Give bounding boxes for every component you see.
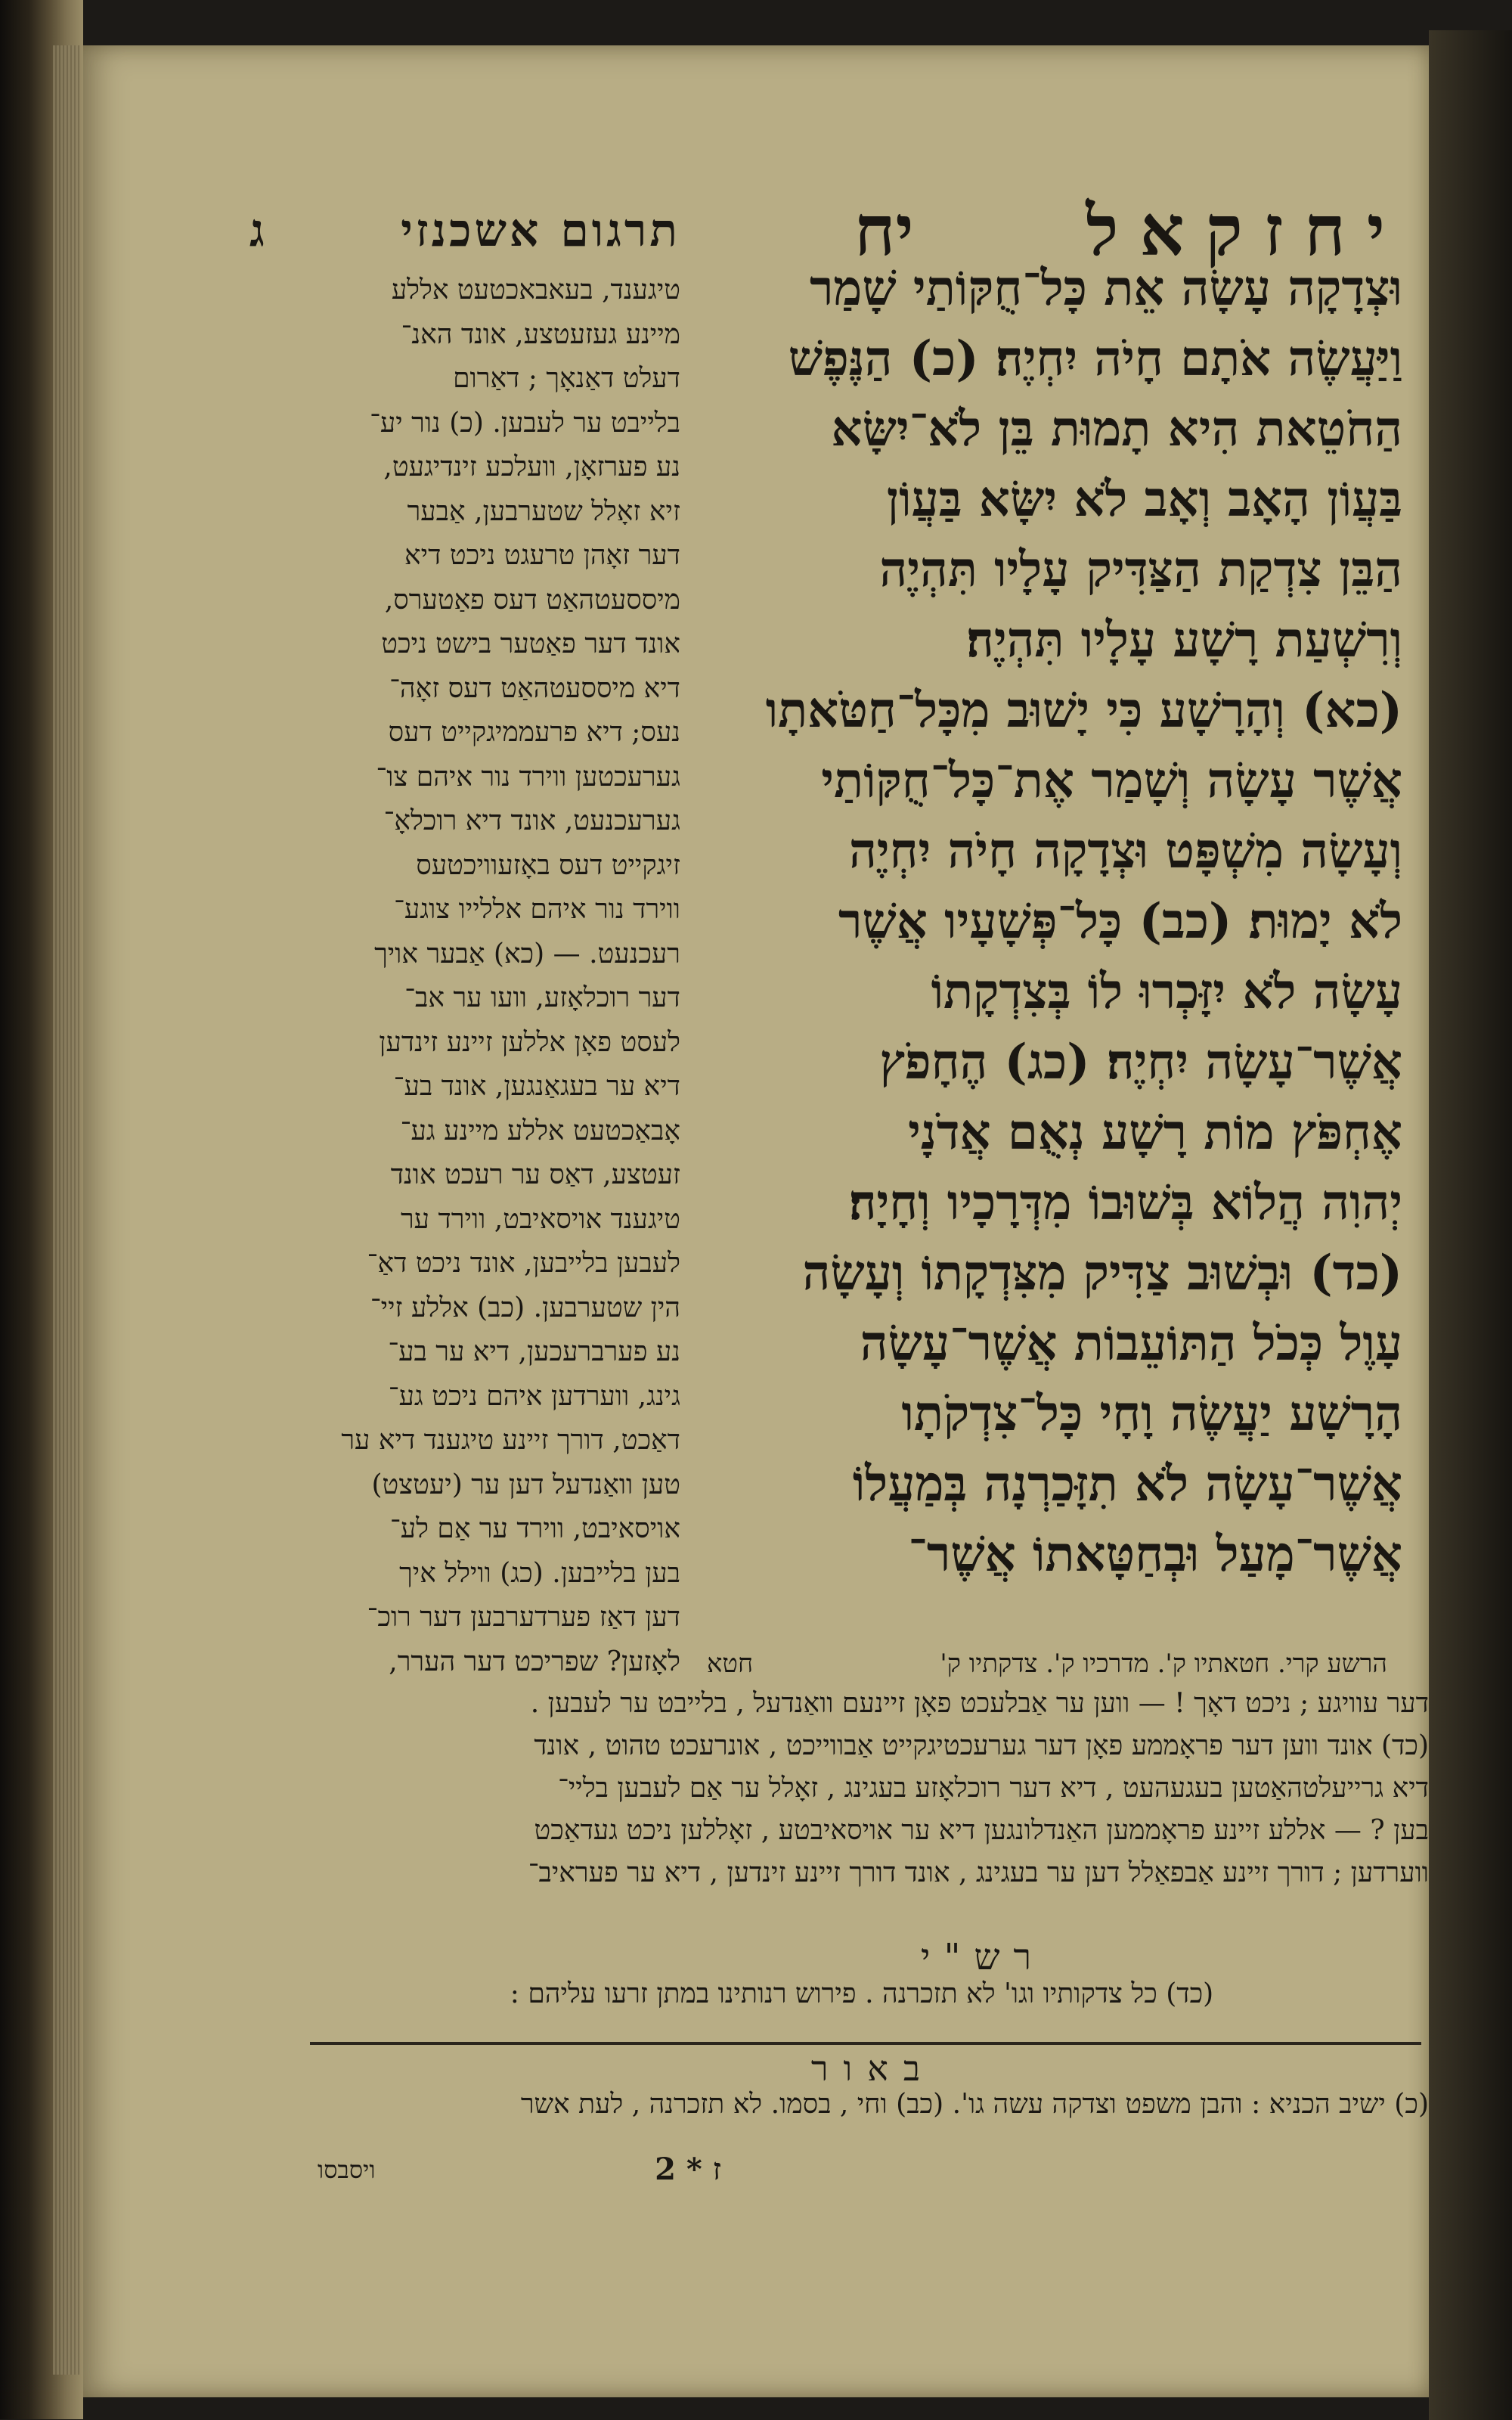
translation-line: דער זאָהן טרעגט ניכט דיא — [404, 540, 680, 571]
translation-line: זיגקייט דעס באָזעוויכטעס — [416, 849, 680, 881]
rashi-commentary: (כד) כל צדקותיו וגו' לא תזכרנה . פירוש רנותינו במתן זרעו עליהם : — [510, 1978, 1214, 2009]
translation-line: דיא ער בעגאַנגען, אונד בע־ — [393, 1071, 680, 1102]
variants-text: הרשע קרי. חטאתיו ק'. מדרכיו ק'. צדקתיו ק' — [940, 1649, 1387, 1679]
verse-line: אֶחְפֹּץ מוֹת רָשָׁע נְאֻם אֲדֹנָי — [908, 1104, 1402, 1161]
running-header-translation — [249, 189, 680, 272]
verse-line: וְרִשְׁעַת רָשָׁע עָלָיו תִּהְיֶה׃ — [966, 612, 1402, 669]
verse-line: אֲשֶׁר־מָעַל וּבְחַטָּאתוֹ אֲשֶׁר־ — [908, 1526, 1402, 1583]
verse-line: אֲשֶׁר־עָשָׂה יִחְיֶה׃ (כג) הֶחָפֹץ — [879, 1034, 1402, 1091]
translation-continued-line: (כד) אונד ווען דער פראָממע פאָן דער גערעכטיגקייט אַבווייכט , אונרעכט טהוט , אונד — [534, 1730, 1429, 1761]
translation-line: גינג, ווערדען איהם ניכט גע־ — [388, 1380, 680, 1412]
translation-line: רעכנעט. — (כא) אַבער אויך — [374, 938, 680, 970]
translation-line: דען דאַז פערדערבען דער רוכ־ — [367, 1602, 680, 1633]
yiddish-translation-column — [257, 268, 680, 1690]
printer-signature: ז * 2 — [655, 2152, 721, 2187]
rashi-title: רש"י — [920, 1936, 1046, 1978]
verse-line: הַחֹטֵאת הִיא תָמוּת בֵּן לֹא־יִשָּׂא — [831, 401, 1402, 458]
translation-continued-line: דיא גרייעלטהאַטען בעגעהעט , דיא דער רוכלאָזע בעגינג , זאָלל ער אַם לעבען בליי־ — [558, 1773, 1429, 1804]
translation-line: זעטצע, דאַס ער רעכט אונד — [390, 1159, 680, 1190]
page-letter: ג — [249, 204, 265, 257]
biur-commentary: (כ) ישיב הכניא : והבן משפט וצדקה עשה גו'. (כב) וחי , בסמו. לא תזכרנה , לעת אשר — [520, 2089, 1429, 2120]
variants-left-note: חטא — [707, 1649, 754, 1679]
translation-line: טיגענד, בעאבאכטעט אללע — [391, 275, 680, 306]
verse-line: (כד) וּבְשׁוּב צַדִּיק מִצִּדְקָתוֹ וְעָשָׂה — [802, 1245, 1402, 1302]
translation-line: טיגענד אויסאיבט, ווירד ער — [400, 1203, 680, 1235]
translation-line: מיינע געזעטצע, אונד האנ־ — [401, 318, 680, 350]
biur-title: באור — [810, 2048, 936, 2089]
masoretic-variants — [707, 1641, 1387, 1686]
translation-line: אונד דער פאַטער בישט ניכט — [381, 628, 680, 659]
translation-line: דאַכט, דורך זיינע טיגענד דיא ער — [341, 1425, 680, 1456]
translation-line: אויסאיבט, ווירד ער אַם לע־ — [389, 1513, 680, 1544]
translation-continued-line: בען ? — אללע זיינע פראָממען האַנדלונגען דיא ער אויסאיבטע , זאָללען ניכט געדאַכט — [534, 1815, 1429, 1846]
book-page-edges — [0, 0, 83, 2419]
translation-line: הין שטערבען. (כב) אללע זיי־ — [370, 1292, 680, 1323]
hebrew-main-text — [707, 253, 1402, 1652]
translation-line: נעס; דיא פרעממיגקייט דעס — [388, 717, 680, 748]
verse-line: יְהוִה הֲלוֹא בְּשׁוּבוֹ מִדְּרָכָיו וְחָיָה׃ — [848, 1174, 1402, 1231]
translation-line: גערעכנעט, אונד דיא רוכלאָ־ — [383, 805, 680, 836]
chapter-number: יח — [854, 190, 914, 271]
verse-line: אֲשֶׁר עָשָׂה וְשָׁמַר אֶת־כָּל־חֻקּוֹתַי — [821, 752, 1402, 809]
verse-line: (כא) וְהָרָשָׁע כִּי יָשׁוּב מִכָּל־חַטֹּאתָו — [765, 682, 1402, 739]
verse-line: וְעָשָׂה מִשְׁפָּט וּצְדָקָה חָיֹה יִחְיֶה — [848, 823, 1402, 880]
translation-line: אָבאַכטעט אללע מיינע גע־ — [400, 1115, 680, 1146]
translation-line: בען בלייבען. (כג) ווילל איך — [399, 1557, 680, 1589]
verse-line: עָוֶל כְּכֹל הַתּוֹעֵבוֹת אֲשֶׁר־עָשָׂה — [860, 1315, 1402, 1372]
verse-line: הָרָשָׁע יַעֲשֶׂה וָחָי כָּל־צִדְקֹתָו — [901, 1385, 1402, 1442]
translation-line: דעלט דאַנאָך ; דאַרום — [453, 363, 680, 394]
verse-line: הַבֵּן צִדְקַת הַצַּדִּיק עָלָיו תִּהְיֶה — [879, 541, 1402, 598]
translation-line: זיא זאָלל שטערבען, אַבער — [407, 495, 680, 527]
verse-line: עָשָׂה לֹא יִזָּכְרוּ לוֹ בְּצִדְקָתוֹ — [931, 963, 1402, 1020]
book-title: יחזקאל — [1086, 190, 1406, 271]
verse-line: וּצְדָקָה עָשָׂה אֵת כָּל־חֻקּוֹתַי שָׁמַר — [809, 260, 1402, 317]
translation-line: גערעכטען ווירד נור איהם צו־ — [376, 761, 680, 793]
section-divider — [310, 2042, 1421, 2045]
catchword: ויסבסו — [318, 2155, 376, 2184]
verse-line: אֲשֶׁר־עָשָׂה לֹא תִזָּכַרְנָה בְּמַעֲלוֹ — [852, 1456, 1402, 1512]
verse-line: לֹא יָמוּת׃ (כב) כָּל־פְּשָׁעָיו אֲשֶׁר — [838, 893, 1402, 950]
verse-line: וַיַּעֲשֶׂה אֹתָם חָיֹה יִחְיֶה׃ (כ) הַנֶּפֶשׁ — [788, 330, 1402, 387]
translation-line: מיססעטהאַט דעס פאַטערס, — [384, 584, 680, 616]
translation-line: נע פערזאָן, וועלכע זינדיגעט, — [383, 451, 680, 482]
translation-line: לעבען בלייבען, אונד ניכט דאַ־ — [367, 1248, 680, 1279]
translation-line: ווירד נור איהם אללייו צוגע־ — [394, 894, 680, 925]
translation-line: דער רוכלאָזע, וועו ער אב־ — [404, 982, 680, 1013]
translation-title: תרגום אשכנזי — [401, 204, 680, 257]
translation-line: נע פערברעכען, דיא ער בע־ — [388, 1336, 680, 1367]
translation-continued-line: דער עוויגע ; ניכט דאָך ! — ווען ער אַבלעכט פאָן זיינעם וואַנדעל , בלייבט ער לעבען . — [530, 1688, 1429, 1719]
book-binding-shadow — [1429, 30, 1512, 2420]
verse-line: בַּעֲוֹן הָאָב וְאָב לֹא יִשָּׂא בַּעֲוֹן — [886, 471, 1402, 528]
translation-line: לעסט פאָן אללען זיינע זינדען — [379, 1026, 680, 1058]
translation-line: טען וואַנדעל דען ער (יעטצט) — [371, 1469, 680, 1500]
translation-line: בלייבט ער לעבען. (כ) נור יע־ — [370, 407, 680, 439]
translation-line: לאָזען? שפריכט דער הערר, — [389, 1646, 680, 1677]
translation-continued-line: ווערדען ; דורך זיינע אַבפאַלל דען ער בעגינג , אונד דורך זיינע זינדען , דיא ער פעראיב־ — [528, 1857, 1429, 1888]
translation-line: דיא מיססעטהאַט דעס זאָה־ — [389, 672, 680, 704]
